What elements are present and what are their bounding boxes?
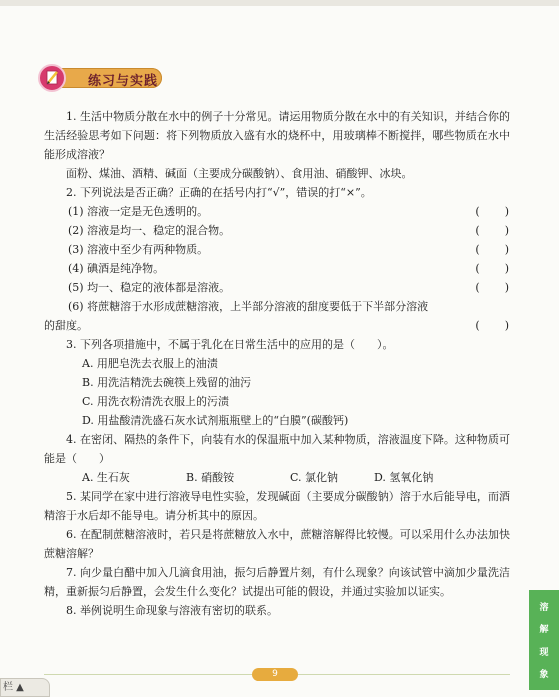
question-2-item-6-line1: (6) 将蔗糖溶于水形成蔗糖溶液，上半部分溶液的甜度要低于下半部分溶液 — [68, 300, 429, 313]
question-5: 5. 某同学在家中进行溶液导电性实验，发现碱面（主要成分碳酸钠）溶于水后能导电，而酒精溶于水后却不能导电。请分析其中的原因。 — [44, 490, 510, 522]
side-tab-char: 溶 — [539, 602, 549, 613]
question-7: 7. 向少量白醋中加入几滴食用油，振匀后静置片刻，有什么现象？向该试管中滴加少量洗洁精，重新振匀后静置，会发生什么变化？试提出可能的假设，并通过实验加以证实。 — [44, 566, 510, 598]
question-1: 1. 生活中物质分散在水中的例子十分常见。请运用物质分散在水中的有关知识，并结合你的生活经验思考如下问题：将下列物质放入盛有水的烧杯中，用玻璃棒不断搅拌，哪些物质在水中能形成溶液？ — [44, 110, 510, 161]
question-2-item: (4) 碘酒是纯净物。 ( ) — [44, 259, 510, 278]
question-4-option-d: D. 氢氧化钠 — [374, 471, 434, 484]
top-rule — [0, 0, 559, 6]
side-tab-char: 象 — [539, 670, 549, 681]
page-number: 9 — [252, 668, 298, 681]
question-6: 6. 在配制蔗糖溶液时，若只是将蔗糖放入水中，蔗糖溶解得比较慢。可以采用什么办法加快蔗糖溶解？ — [44, 528, 510, 560]
section-badge — [38, 64, 168, 92]
pencil-icon — [38, 64, 66, 92]
question-4-option-c: C. 氯化钠 — [290, 471, 339, 484]
chapter-side-tab — [529, 590, 559, 690]
question-4-option-a: A. 生石灰 — [82, 471, 130, 484]
question-4-options — [44, 468, 510, 487]
question-3-option-c: C. 用洗衣粉清洗衣服上的污渍 — [82, 395, 230, 408]
question-2-item: (2) 溶液是均一、稳定的混合物。 ( ) — [44, 221, 510, 240]
question-2-item: (3) 溶液中至少有两种物质。 ( ) — [44, 240, 510, 259]
question-2-stem: 2. 下列说法是否正确？正确的在括号内打“√”，错误的打“×”。 — [66, 186, 372, 199]
question-8: 8. 举例说明生命现象与溶液有密切的联系。 — [66, 604, 278, 617]
answer-paren: ( ) — [475, 281, 510, 294]
exercise-content — [44, 107, 510, 620]
question-2-item: (5) 均一、稳定的液体都是溶液。 ( ) — [44, 278, 510, 297]
question-2-item: (1) 溶液一定是无色透明的。 ( ) — [44, 202, 510, 221]
question-4-stem: 4. 在密闭、隔热的条件下，向装有水的保温瓶中加入某种物质，溶液温度下降。这种物质可能是（ ） — [44, 433, 510, 465]
question-3-option-b: B. 用洗洁精洗去碗筷上残留的油污 — [82, 376, 252, 389]
viewer-corner-tab[interactable]: 栏 ▲ — [0, 678, 50, 697]
question-2-item-6-line2: 的甜度。 ( ) — [44, 316, 510, 335]
side-tab-char: 解 — [539, 625, 549, 636]
question-3-option-a: A. 用肥皂洗去衣服上的油渍 — [82, 357, 218, 370]
answer-paren: ( ) — [475, 243, 510, 256]
answer-paren: ( ) — [475, 224, 510, 237]
answer-paren: ( ) — [475, 262, 510, 275]
answer-paren: ( ) — [475, 319, 510, 332]
question-3-option-d: D. 用盐酸清洗盛石灰水试剂瓶瓶壁上的“白膜”(碳酸钙) — [82, 414, 349, 427]
answer-paren: ( ) — [475, 205, 510, 218]
question-1-items: 面粉、煤油、酒精、碱面（主要成分碳酸钠）、食用油、硝酸钾、冰块。 — [66, 167, 413, 180]
section-title: 练习与实践 — [88, 74, 159, 89]
question-3-stem: 3. 下列各项措施中，不属于乳化在日常生活中的应用的是（ ）。 — [66, 338, 394, 351]
question-4-option-b: B. 硝酸铵 — [186, 471, 235, 484]
side-tab-char: 现 — [539, 647, 549, 658]
